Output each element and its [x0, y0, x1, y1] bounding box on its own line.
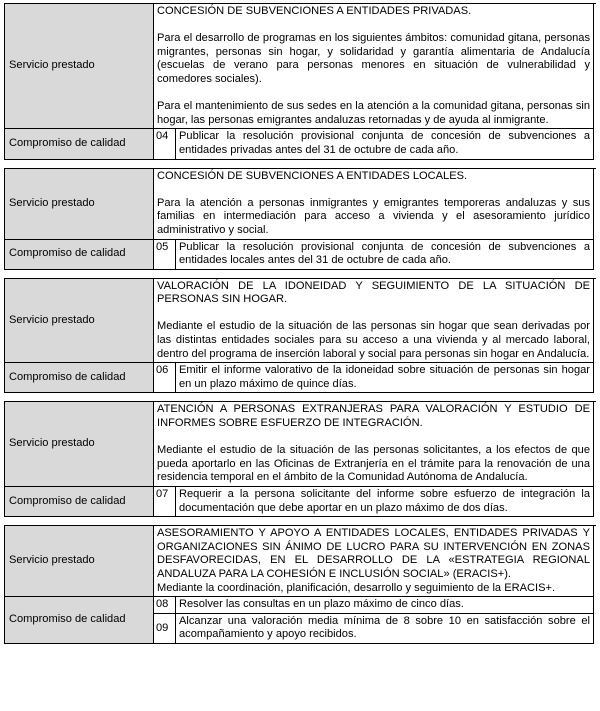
quality-commitment-label: Compromiso de calidad: [5, 363, 154, 393]
commitment-text: Requerir a la persona solicitante del informe sobre esfuerzo de integración la documentación que debe aportar en un plazo máximo de dos días.: [176, 487, 594, 517]
service-label: Servicio prestado: [5, 526, 154, 597]
service-block-private-subsidies: [4, 3, 596, 160]
commitment-number: 04: [154, 129, 176, 159]
service-block-foreigners-integration: [4, 401, 596, 517]
service-block-local-subsidies: [4, 168, 596, 270]
quality-commitment-label: Compromiso de calidad: [5, 487, 154, 517]
service-title: ATENCIÓN A PERSONAS EXTRANJERAS PARA VALORACIÓN Y ESTUDIO DE INFORMES SOBRE ESFUERZO DE INTEGRACIÓN.: [157, 403, 590, 430]
service-paragraph: Para la atención a personas inmigrantes y emigrantes temporeras andaluzas y sus familias en intermediación para acceso a vivienda y el asesoramiento jurídico administrativo y social.: [157, 196, 590, 236]
service-commitments-document: [4, 3, 596, 652]
service-paragraph: Mediante el estudio de la situación de las personas solicitantes, a los efectos de que pueda aportarlo en las Oficinas de Extranjería en el trámite para la renovación de una residencia temporal en el ámbito de la Comunidad Autónoma de Andalucía.: [157, 444, 590, 484]
service-label: Servicio prestado: [5, 402, 154, 487]
service-title: VALORACIÓN DE LA IDONEIDAD Y SEGUIMIENTO DE LA SITUACIÓN DE PERSONAS SIN HOGAR.: [157, 279, 590, 306]
service-title: CONCESIÓN DE SUBVENCIONES A ENTIDADES LOCALES.: [157, 169, 468, 182]
quality-commitment-label: Compromiso de calidad: [5, 597, 154, 644]
service-paragraph: Para el desarrollo de programas en los siguientes ámbitos: comunidad gitana, personas migrantes, personas sin hogar, y solidaridad y garantía alimentaria de Andalucía (escuelas de verano para personas menores en situación de vulnerabilidad y comedores sociales).: [157, 32, 590, 85]
commitment-number: 08: [154, 597, 176, 614]
commitment-text: Alcanzar una valoración media mínima de 8 sobre 10 en satisfacción sobre el acompañamiento y apoyo recibidos.: [176, 614, 594, 644]
commitment-text: Resolver las consultas en un plazo máximo de cinco días.: [176, 597, 594, 614]
quality-commitment-label: Compromiso de calidad: [5, 240, 154, 270]
commitment-number: 06: [154, 363, 176, 393]
commitment-number: 09: [154, 614, 176, 644]
service-description: [154, 402, 594, 487]
commitment-text: Publicar la resolución provisional conjunta de concesión de subvenciones a entidades locales antes del 31 de octubre de cada año.: [176, 240, 594, 270]
service-paragraph: Para el mantenimiento de sus sedes en la atención a la comunidad gitana, personas sin hogar, las personas emigrantes andaluzas retornadas y de ayuda al inmigrante.: [157, 100, 590, 126]
quality-commitment-label: Compromiso de calidad: [5, 129, 154, 159]
service-description: [154, 279, 594, 364]
service-block-eracis: [4, 525, 596, 644]
service-label: Servicio prestado: [5, 279, 154, 364]
service-description: [154, 526, 594, 597]
commitment-number: 07: [154, 487, 176, 517]
service-title: CONCESIÓN DE SUBVENCIONES A ENTIDADES PRIVADAS.: [157, 5, 472, 17]
commitment-text: Publicar la resolución provisional conjunta de concesión de subvenciones a entidades privadas antes del 31 de octubre de cada año.: [176, 129, 594, 159]
service-label: Servicio prestado: [5, 4, 154, 129]
service-label: Servicio prestado: [5, 169, 154, 240]
commitment-text: Emitir el informe valorativo de la idoneidad sobre situación de personas sin hogar en un plazo máximo de quince días.: [176, 363, 594, 393]
service-paragraph: Mediante el estudio de la situación de las personas sin hogar que sean derivadas por las distintas entidades sociales para su acceso a una vivienda y al mercado laboral, dentro del programa de inserción laboral y social para personas sin hogar en Andalucía.: [157, 320, 590, 360]
service-title: ASESORAMIENTO Y APOYO A ENTIDADES LOCALES, ENTIDADES PRIVADAS Y ORGANIZACIONES SIN ÁNIMO DE LUCRO PARA SU INTERVENCIÓN EN ZONAS DESFAVORECIDAS, EN EL DESARROLLO DE LA «ESTRATEGIA REGIONAL ANDALUZA PARA LA COHESIÓN E INCLUSIÓN SOCIAL» (ERACIS+).: [157, 527, 590, 580]
service-description: [154, 4, 594, 129]
commitment-number: 05: [154, 240, 176, 270]
service-paragraph: Mediante la coordinación, planificación, desarrollo y seguimiento de la ERACIS+.: [157, 581, 556, 594]
service-block-homeless-assessment: [4, 278, 596, 394]
service-description: [154, 169, 594, 240]
